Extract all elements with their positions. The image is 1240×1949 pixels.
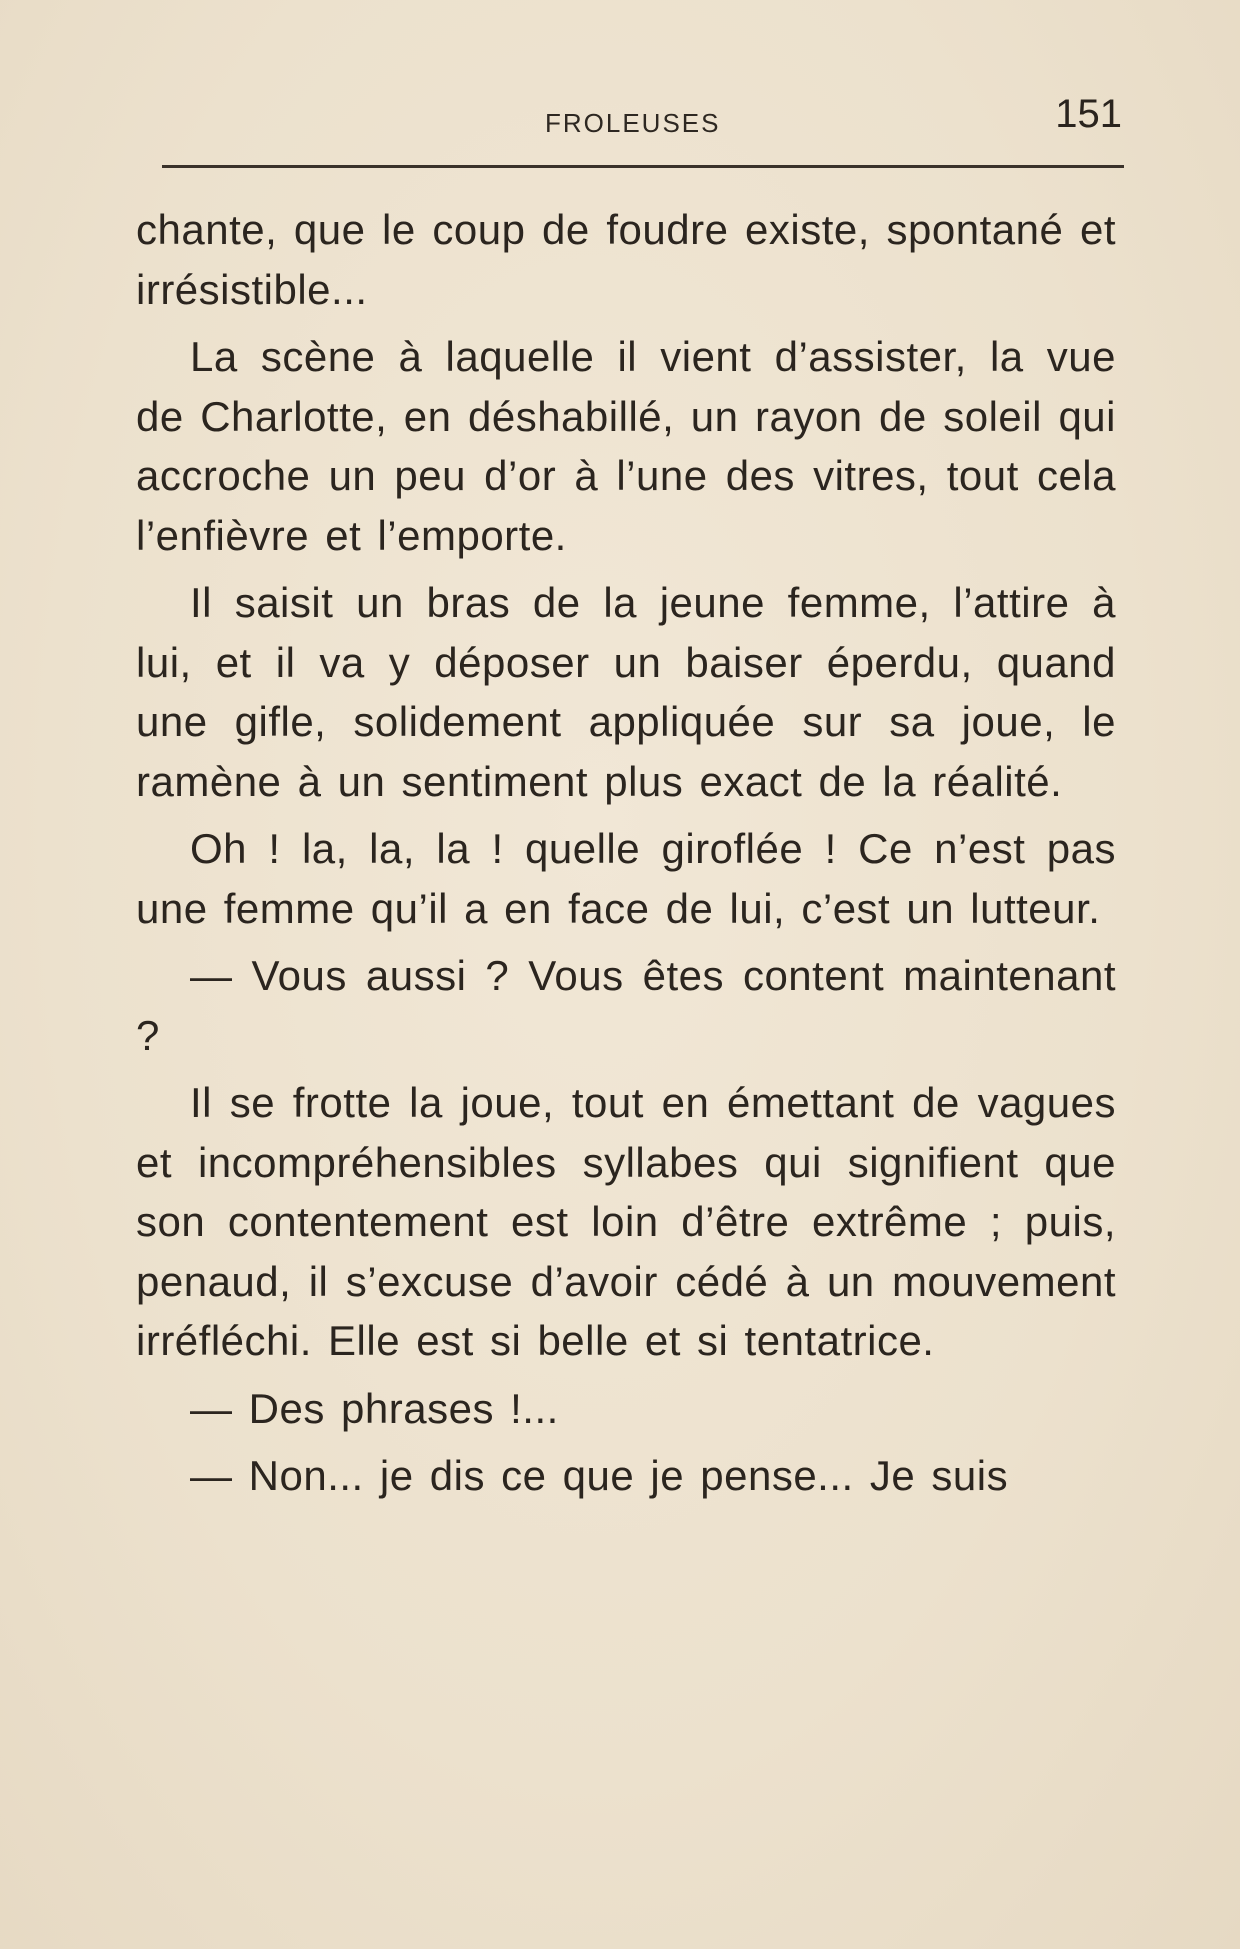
page-header [160, 92, 1122, 142]
page-number: 151 [1055, 92, 1122, 136]
dialogue-line: — Non... je dis ce que je pense... Je suis [190, 1452, 1009, 1499]
paragraph-continuation: chante, que le coup de foudre existe, spontané et irrésistible... [136, 206, 1116, 313]
dialogue-line: — Des phrases !... [190, 1384, 559, 1432]
body-text [136, 200, 1116, 1514]
dialogue-line: — Vous aussi ? Vous êtes content maintenant ? [136, 952, 1116, 1059]
paragraph: Il se frotte la joue, tout en émettant de vagues et incompréhensibles syllabes qui signifient que son contentement est loin d’être extrême ; puis, penaud, il s’excuse d’avoir cédé à un mouvement irréfléchi. Elle est si belle et si tentatrice. [136, 1079, 1116, 1364]
paragraph: La scène à laquelle il vient d’assister, la vue de Charlotte, en déshabillé, un rayon de soleil qui accroche un peu d’or à l’une des vitres, tout cela l’enfièvre et l’emporte. [136, 333, 1116, 559]
paragraph: Il saisit un bras de la jeune femme, l’attire à lui, et il va y déposer un baiser éperdu, quand une gifle, solidement appliquée sur sa joue, le ramène à un sentiment plus exact de la réalité. [136, 579, 1116, 805]
paragraph: Oh ! la, la, la ! quelle giroflée ! Ce n’est pas une femme qu’il a en face de lui, c’est un lutteur. [136, 825, 1116, 932]
header-rule [162, 165, 1124, 168]
running-title: FROLEUSES [545, 108, 721, 138]
